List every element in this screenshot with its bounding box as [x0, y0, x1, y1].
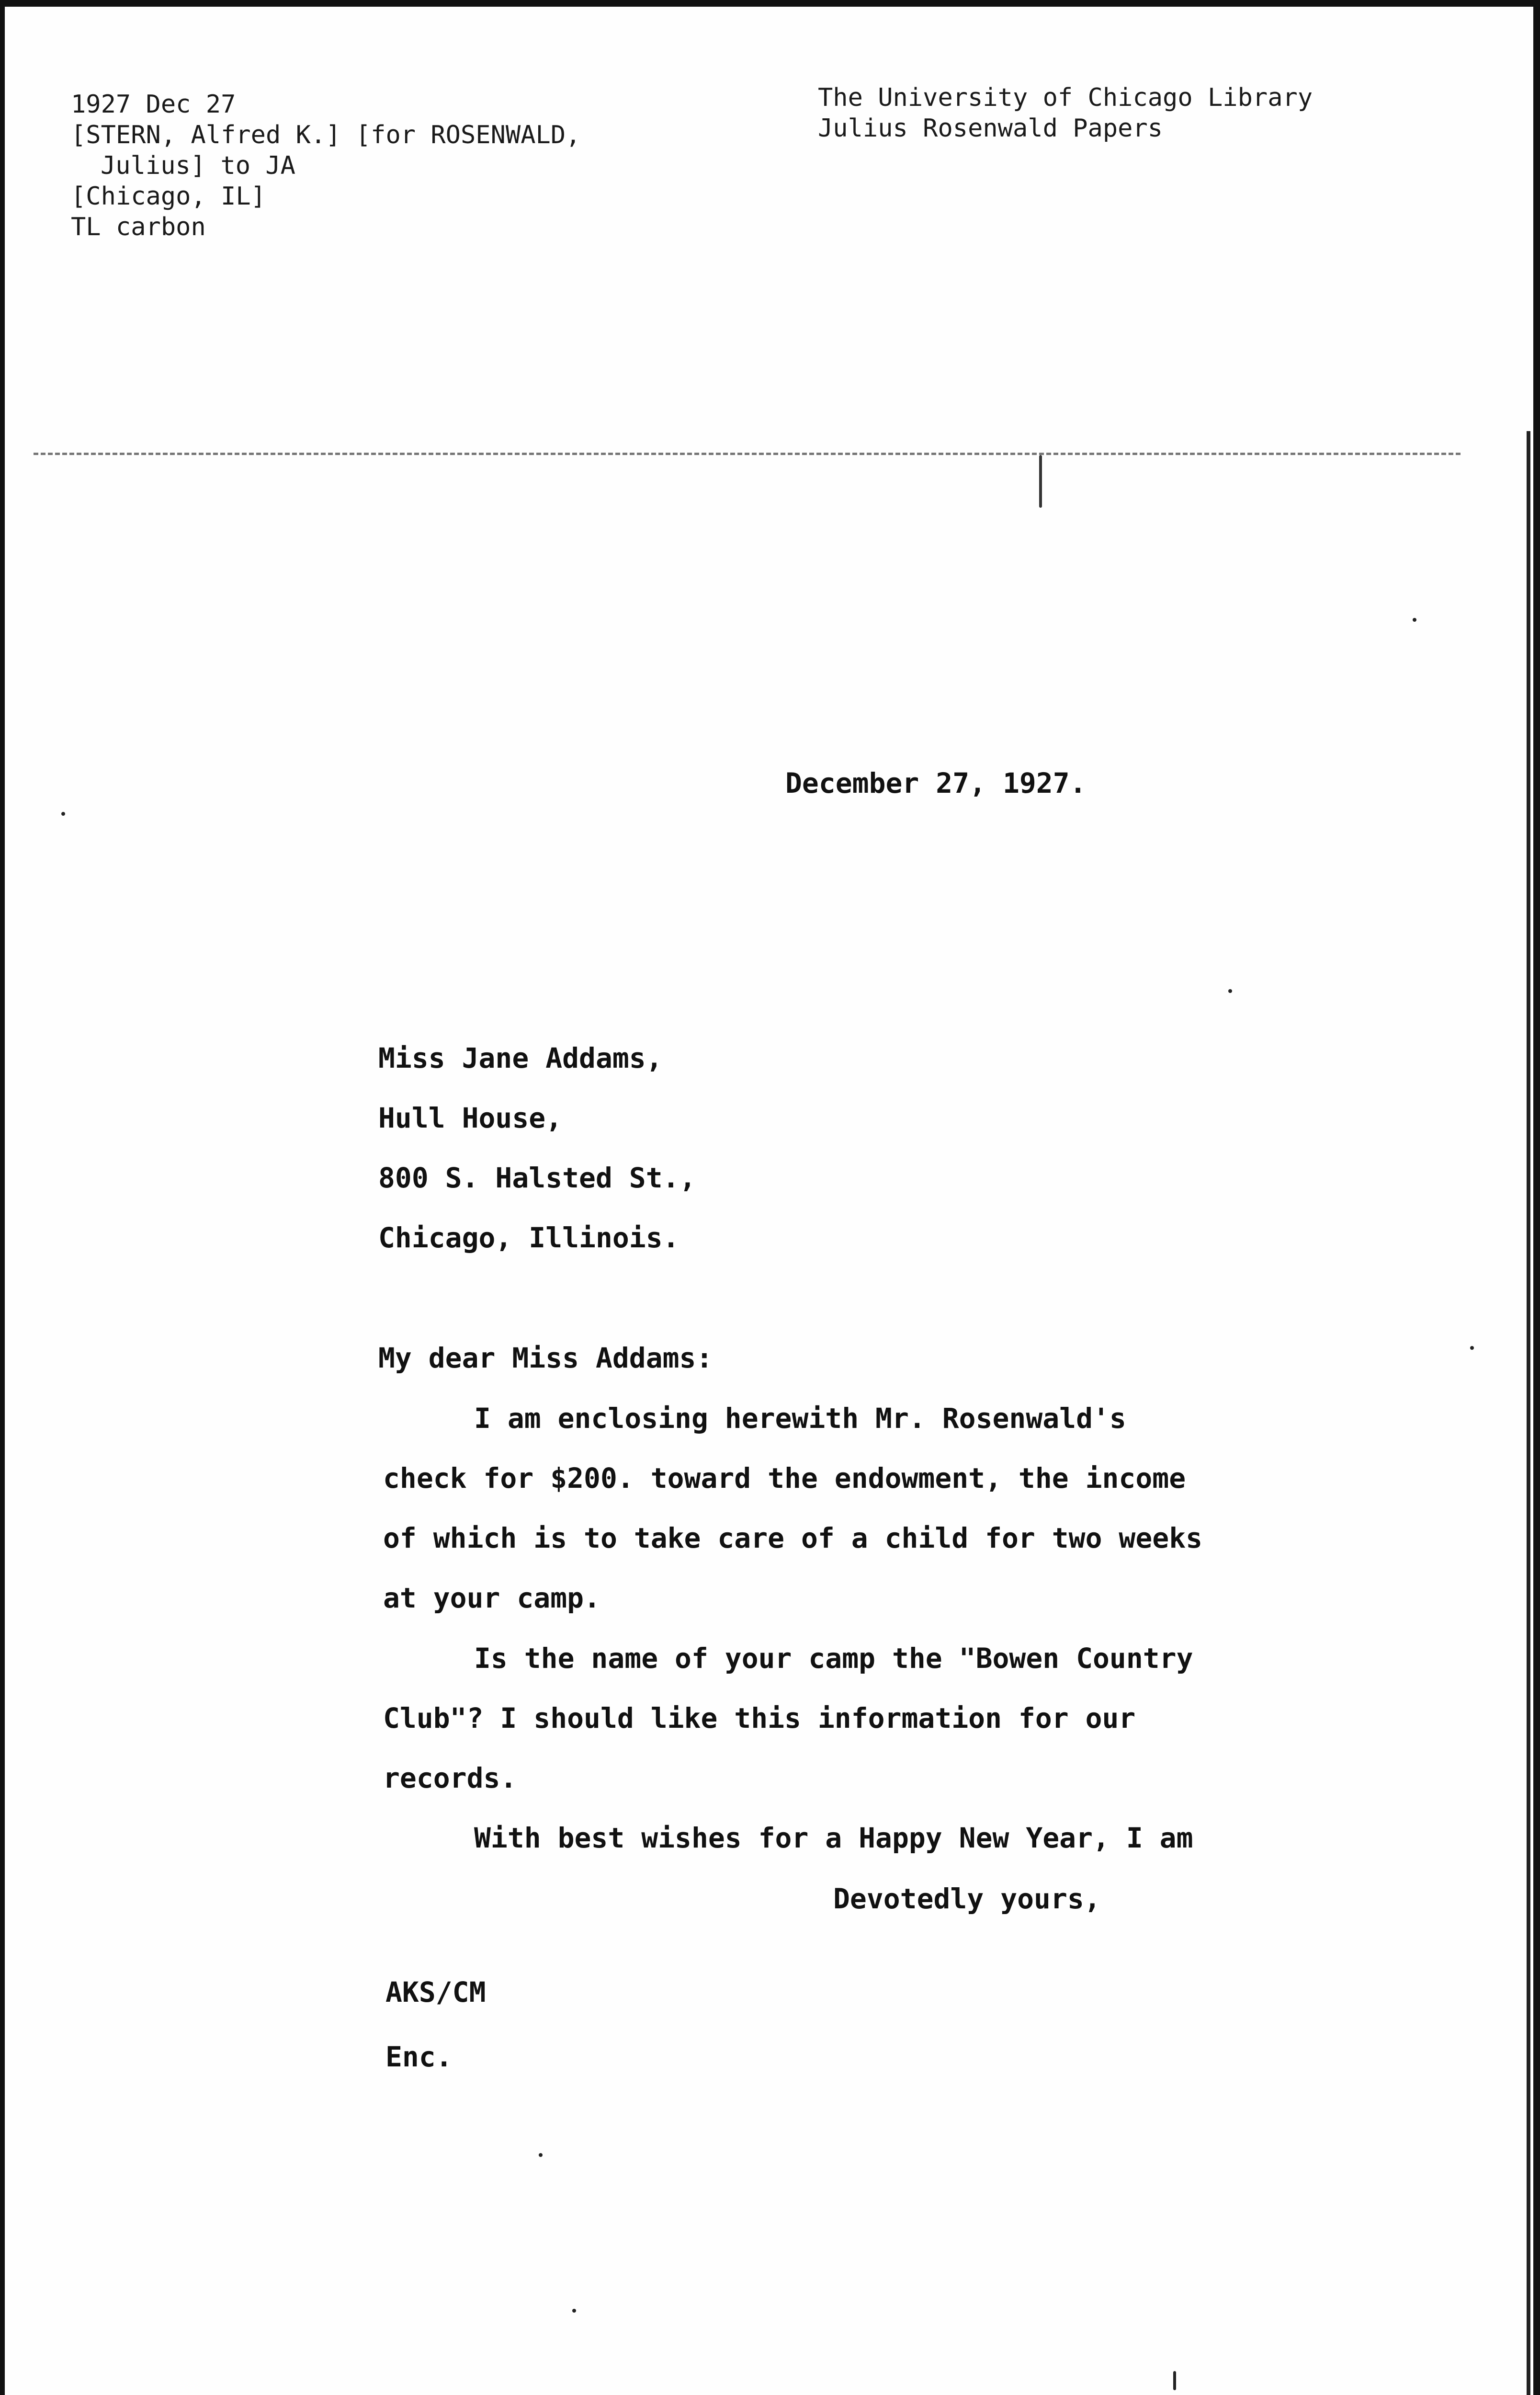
- address-line-name: Miss Jane Addams,: [378, 1042, 663, 1074]
- salutation: My dear Miss Addams:: [378, 1342, 713, 1374]
- enclosure-notation: Enc.: [385, 2041, 453, 2073]
- scan-speck: [61, 812, 65, 816]
- page-edge-shadow: [1527, 431, 1530, 2395]
- catalog-date: 1927 Dec 27: [71, 90, 236, 119]
- body-line: check for $200. toward the endowment, the income: [383, 1462, 1186, 1494]
- scan-speck: [1173, 2371, 1176, 2390]
- body-line: at your camp.: [383, 1582, 600, 1614]
- catalog-format: TL carbon: [71, 213, 206, 241]
- scan-speck: [1228, 989, 1232, 993]
- body-line: Club"? I should like this information for our: [383, 1702, 1136, 1734]
- tear-line: [34, 453, 1461, 455]
- body-line: of which is to take care of a child for two weeks: [383, 1522, 1203, 1554]
- body-line: records.: [383, 1762, 517, 1794]
- body-line: I am enclosing herewith Mr. Rosenwald's: [474, 1402, 1126, 1435]
- repository-collection: Julius Rosenwald Papers: [818, 114, 1163, 143]
- body-line: Is the name of your camp the "Bowen Country: [474, 1642, 1193, 1675]
- address-line-street: 800 S. Halsted St.,: [378, 1162, 696, 1194]
- scan-speck: [572, 2309, 576, 2313]
- address-line-city: Chicago, Illinois.: [378, 1221, 679, 1254]
- address-line-institution: Hull House,: [378, 1102, 563, 1134]
- catalog-recipient: Julius] to JA: [101, 151, 295, 180]
- catalog-author: [STERN, Alfred K.] [for ROSENWALD,: [71, 121, 581, 149]
- catalog-place: [Chicago, IL]: [71, 182, 266, 211]
- typist-initials: AKS/CM: [385, 1976, 486, 2008]
- letter-date: December 27, 1927.: [785, 767, 1087, 799]
- repository-name: The University of Chicago Library: [818, 83, 1313, 112]
- scan-speck: [539, 2153, 543, 2157]
- tear-mark: [1039, 455, 1042, 508]
- body-line: With best wishes for a Happy New Year, I am: [474, 1822, 1193, 1854]
- scan-speck: [1413, 618, 1416, 622]
- complimentary-close: Devotedly yours,: [833, 1882, 1101, 1915]
- scan-speck: [1470, 1346, 1474, 1350]
